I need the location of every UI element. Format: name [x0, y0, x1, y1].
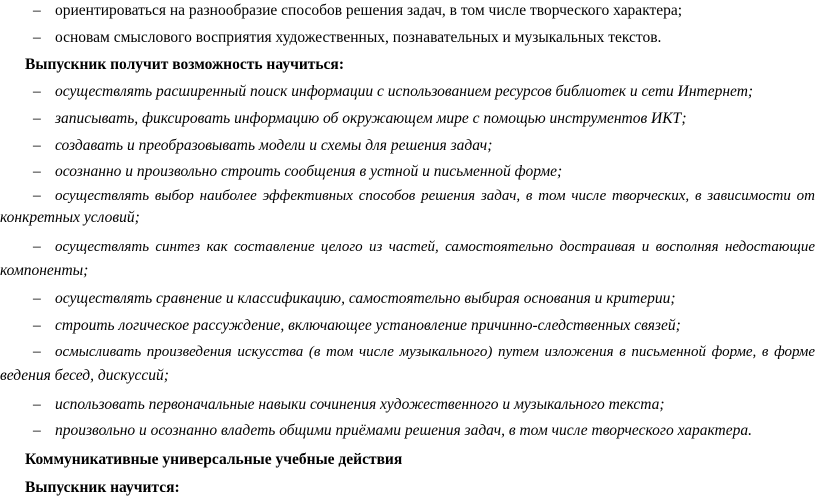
dash-marker: –: [33, 396, 41, 413]
list-item-text: осуществлять выбор наиболее эффективных способов решения задач, в том числе творческих, в зависимости от: [55, 188, 815, 204]
dash-marker: –: [33, 290, 41, 307]
list-item-continuation-text: конкретных условий;: [0, 209, 140, 226]
dash-marker: –: [33, 163, 41, 180]
heading-will-learn: Выпускник научится:: [25, 479, 180, 496]
dash-marker: –: [33, 83, 41, 100]
list-item-text: произвольно и осознанно владеть общими приёмами решения задач, в том числе творческого характера.: [55, 422, 752, 439]
dash-marker: –: [33, 238, 41, 255]
heading-opportunity: Выпускник получит возможность научиться:: [25, 56, 344, 73]
list-item-text: строить логическое рассуждение, включающее установление причинно-следственных связей;: [55, 317, 681, 334]
list-item-text: осознанно и произвольно строить сообщения в устной и письменной форме;: [55, 163, 563, 180]
list-item-continuation-text: ведения бесед, дискуссий;: [0, 367, 169, 384]
list-item-text: осуществлять синтез как составление целого из частей, самостоятельно достраивая и восполняя недостающие: [55, 239, 815, 255]
list-item-text: записывать, фиксировать информацию об окружающем мире с помощью инструментов ИКТ;: [55, 110, 687, 127]
list-item-text: ориентироваться на разнообразие способов решения задач, в том числе творческого характера;: [55, 2, 683, 19]
list-item-continuation-text: компоненты;: [0, 262, 89, 279]
dash-marker: –: [33, 343, 41, 360]
list-item-text: осуществлять расширенный поиск информации с использованием ресурсов библиотек и сети Интернет;: [55, 83, 754, 100]
heading-communicative: Коммуникативные универсальные учебные действия: [25, 451, 403, 468]
dash-marker: –: [33, 110, 41, 127]
list-item-text: осмысливать произведения искусства (в том числе музыкального) путем изложения в письменной форме, в форме: [55, 344, 815, 360]
dash-marker: –: [33, 187, 41, 204]
list-item-text: осуществлять сравнение и классификацию, самостоятельно выбирая основания и критерии;: [55, 290, 676, 307]
dash-marker: –: [33, 137, 41, 154]
list-item-text: использовать первоначальные навыки сочинения художественного и музыкального текста;: [55, 396, 665, 413]
dash-marker: –: [33, 317, 41, 334]
list-item-text: создавать и преобразовывать модели и схемы для решения задач;: [55, 137, 493, 154]
dash-marker: –: [33, 422, 41, 439]
dash-marker: –: [33, 2, 41, 19]
list-item-text: основам смыслового восприятия художественных, познавательных и музыкальных текстов.: [55, 29, 662, 46]
dash-marker: –: [33, 29, 41, 46]
